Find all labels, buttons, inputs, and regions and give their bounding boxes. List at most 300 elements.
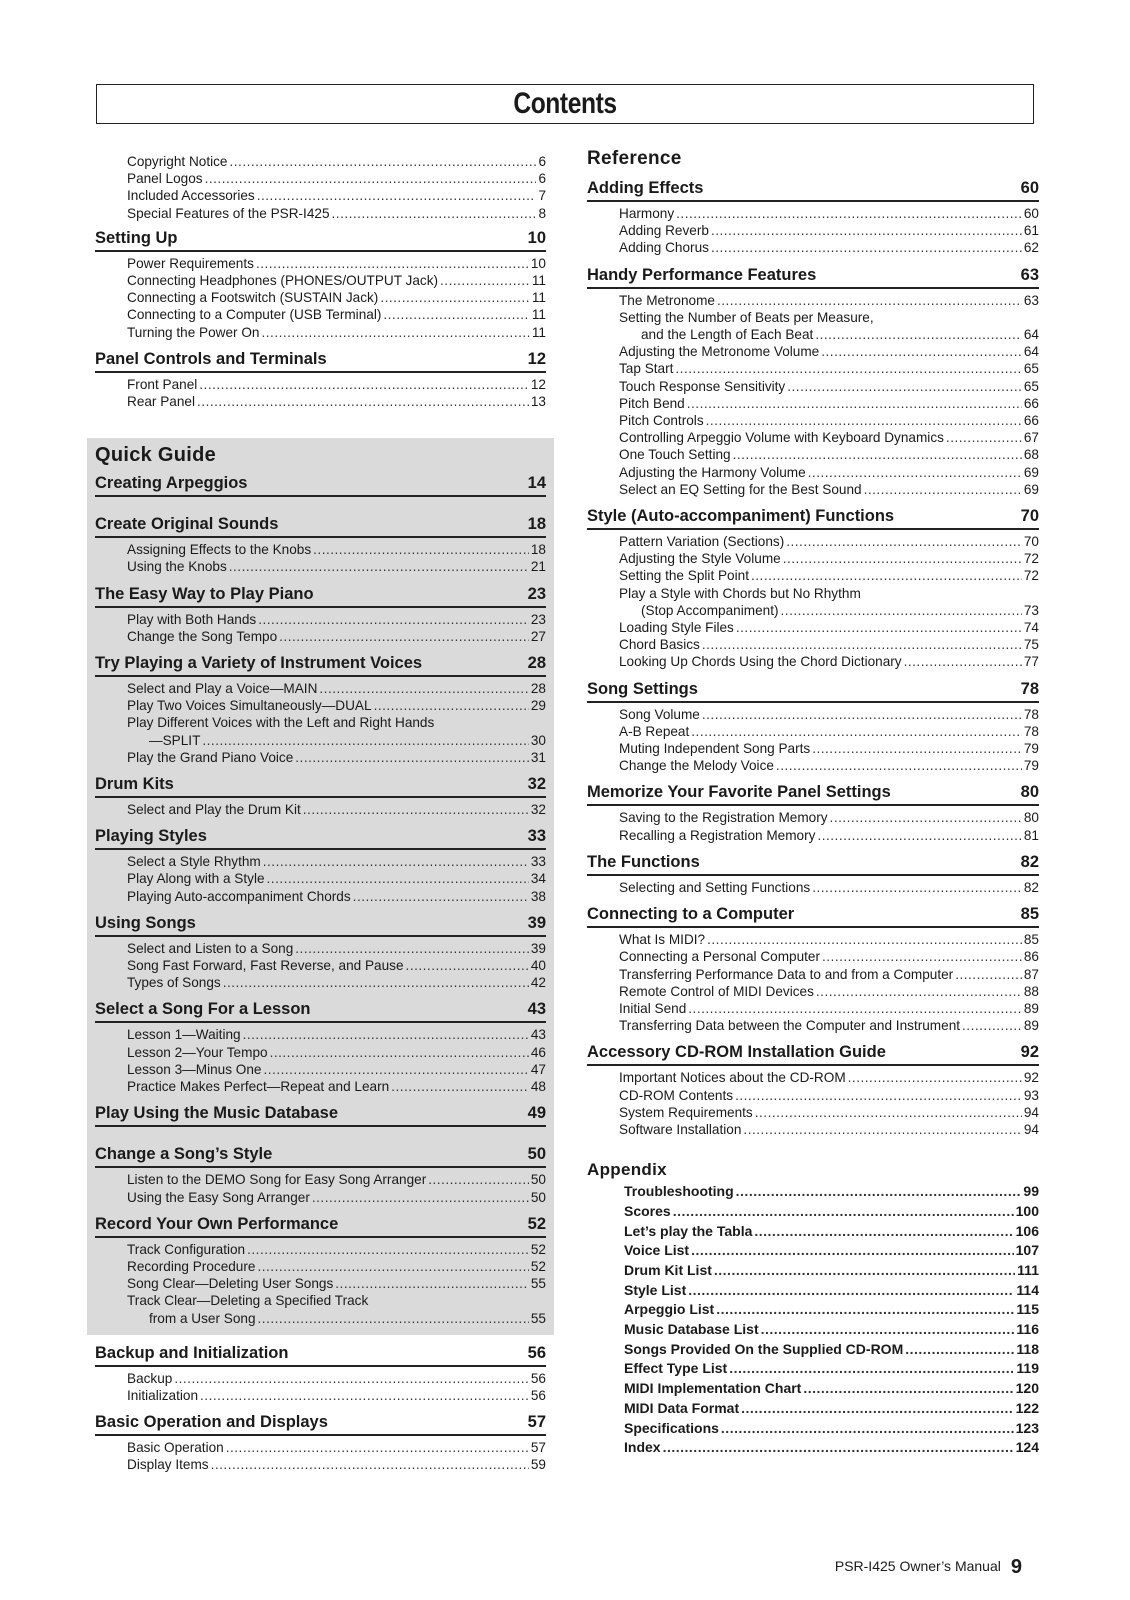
toc-entry-label: Basic Operation (127, 1440, 224, 1456)
toc-entry-label: Song Clear—Deleting User Songs (127, 1276, 334, 1292)
leader-dots (716, 1300, 1014, 1320)
toc-entry[interactable] (619, 239, 1039, 256)
toc-entry[interactable] (619, 653, 1039, 670)
toc-entry[interactable] (624, 1379, 1039, 1399)
leader-dots (735, 1087, 1022, 1104)
section-heading[interactable] (95, 228, 546, 252)
page-footer (835, 1556, 1022, 1579)
leader-dots (736, 619, 1022, 636)
toc-entry-page: 94 (1023, 1121, 1039, 1137)
section-heading[interactable] (587, 904, 1039, 928)
section-items (95, 1168, 546, 1207)
toc-entry[interactable] (127, 940, 546, 957)
toc-entry[interactable] (619, 809, 1039, 826)
section-heading[interactable] (587, 852, 1039, 876)
toc-entry[interactable] (624, 1300, 1039, 1320)
toc-entry[interactable] (127, 1189, 546, 1206)
section-heading[interactable] (95, 349, 546, 373)
toc-entry[interactable] (619, 464, 1039, 481)
toc-entry[interactable] (619, 446, 1039, 463)
toc-entry[interactable] (624, 1222, 1039, 1242)
toc-entry[interactable] (127, 1387, 546, 1404)
toc-entry[interactable] (624, 1182, 1039, 1202)
section-items (587, 876, 1039, 898)
section-title: The Functions (587, 852, 700, 871)
section-title: Create Original Sounds (95, 515, 279, 534)
section-page: 57 (527, 1413, 546, 1432)
toc-entry[interactable] (127, 1275, 546, 1292)
toc-section (587, 506, 1039, 673)
section-items (95, 1127, 546, 1138)
toc-entry-label: Scores (624, 1202, 671, 1219)
section-page: 80 (1020, 783, 1039, 802)
toc-entry-label: Important Notices about the CD-ROM (619, 1070, 846, 1086)
toc-entry-page: 8 (538, 205, 546, 221)
toc-entry-label: Playing Auto-accompaniment Chords (127, 888, 351, 904)
section-page: 32 (527, 775, 546, 794)
leader-dots (383, 306, 530, 323)
toc-entry-label: Select and Play the Drum Kit (127, 802, 301, 818)
toc-entry[interactable] (619, 412, 1039, 429)
toc-entry-page: 73 (1023, 602, 1039, 618)
toc-entry-label: Connecting Headphones (PHONES/OUTPUT Jack) (127, 273, 439, 289)
leader-dots (786, 533, 1022, 550)
toc-entry[interactable] (619, 309, 1039, 326)
leader-dots (946, 429, 1022, 446)
toc-entry-page: 119 (1016, 1360, 1039, 1377)
toc-entry[interactable] (127, 1292, 546, 1309)
section-page: 78 (1020, 679, 1039, 698)
toc-entry[interactable] (127, 376, 546, 393)
toc-section (587, 178, 1039, 259)
toc-entry-page: 72 (1023, 551, 1039, 567)
toc-entry[interactable] (619, 740, 1039, 757)
toc-entry-label: Listen to the DEMO Song for Easy Song Arranger (127, 1172, 427, 1188)
toc-entry-page: 21 (530, 559, 546, 575)
leader-dots (691, 1241, 1014, 1261)
leader-dots (374, 697, 529, 714)
toc-entry-label: Types of Songs (127, 975, 221, 991)
section-heading[interactable] (95, 1103, 546, 1127)
toc-entry[interactable] (624, 1281, 1039, 1301)
toc-entry[interactable] (619, 222, 1039, 239)
toc-entry-label: Touch Response Sensitivity (619, 378, 786, 394)
toc-entry[interactable] (127, 1258, 546, 1275)
section-title: Setting Up (95, 228, 178, 247)
section-page: 92 (1020, 1043, 1039, 1062)
leader-dots (721, 1419, 1014, 1439)
toc-entry-label: Song Fast Forward, Fast Reverse, and Pause (127, 958, 404, 974)
toc-entry[interactable] (127, 558, 546, 575)
section-items (587, 530, 1039, 673)
toc-entry-page: 79 (1023, 741, 1039, 757)
leader-dots (955, 966, 1022, 983)
toc-entry-label: Using the Knobs (127, 559, 227, 575)
toc-section (587, 1042, 1039, 1140)
toc-section (95, 1144, 546, 1207)
leader-dots (406, 957, 529, 974)
toc-entry[interactable] (619, 343, 1039, 360)
toc-entry[interactable] (624, 1340, 1039, 1360)
toc-entry[interactable] (127, 697, 546, 714)
section-items (95, 1023, 546, 1097)
section-heading[interactable] (95, 584, 546, 608)
toc-entry[interactable] (624, 1320, 1039, 1340)
toc-entry-page: 88 (1023, 983, 1039, 999)
toc-entry[interactable] (127, 306, 546, 323)
toc-entry[interactable] (619, 636, 1039, 653)
toc-entry[interactable] (127, 714, 546, 731)
toc-entry[interactable] (127, 153, 546, 170)
toc-entry-page: 29 (530, 698, 546, 714)
toc-entry-page: 107 (1015, 1242, 1039, 1259)
section-title: Using Songs (95, 913, 196, 932)
toc-entry-label: Connecting to a Computer (USB Terminal) (127, 307, 382, 323)
toc-entry[interactable] (619, 567, 1039, 584)
toc-entry[interactable] (127, 628, 546, 645)
toc-entry-page: 30 (530, 732, 546, 748)
section-page: 18 (527, 515, 546, 534)
toc-entry-page: 23 (530, 611, 546, 627)
toc-entry-page: 42 (530, 975, 546, 991)
section-heading[interactable] (587, 782, 1039, 806)
toc-entry[interactable] (127, 1241, 546, 1258)
toc-entry-page: 111 (1017, 1261, 1039, 1278)
toc-entry[interactable] (127, 1370, 546, 1387)
section-heading[interactable] (587, 178, 1039, 202)
toc-entry-label: Song Volume (619, 706, 700, 722)
section-items (587, 703, 1039, 777)
leader-dots (808, 464, 1022, 481)
toc-entry[interactable] (619, 723, 1039, 740)
toc-entry[interactable] (624, 1438, 1039, 1458)
toc-entry-label: Recalling a Registration Memory (619, 827, 816, 843)
leader-dots (761, 1320, 1015, 1340)
toc-entry-label: One Touch Setting (619, 447, 731, 463)
toc-entry[interactable] (127, 187, 546, 204)
toc-entry-label: Lesson 2—Your Tempo (127, 1044, 268, 1060)
toc-entry[interactable] (127, 324, 546, 341)
toc-entry[interactable] (619, 757, 1039, 774)
toc-entry[interactable] (619, 931, 1039, 948)
toc-entry[interactable] (624, 1359, 1039, 1379)
section-page: 60 (1020, 179, 1039, 197)
toc-entry-page: 82 (1023, 879, 1039, 895)
leader-dots (675, 360, 1021, 377)
toc-entry-page: 47 (530, 1061, 546, 1077)
toc-entry-page: 64 (1023, 327, 1039, 343)
toc-entry-page: 38 (530, 888, 546, 904)
leader-dots (261, 324, 529, 341)
section-title: Change a Song’s Style (95, 1145, 273, 1164)
toc-entry[interactable] (127, 205, 546, 222)
toc-section (95, 913, 546, 994)
toc-entry[interactable] (619, 550, 1039, 567)
toc-entry[interactable] (127, 611, 546, 628)
leader-dots (223, 974, 529, 991)
toc-entry[interactable] (127, 1061, 546, 1078)
toc-entry-label: Connecting a Personal Computer (619, 949, 820, 965)
section-heading[interactable] (95, 913, 546, 937)
section-heading[interactable] (587, 1042, 1039, 1066)
leader-dots (267, 870, 529, 887)
leader-dots (295, 940, 529, 957)
setup-sections (87, 228, 554, 412)
toc-entry[interactable] (619, 481, 1039, 498)
toc-entry[interactable] (127, 1078, 546, 1095)
section-title: Accessory CD-ROM Installation Guide (587, 1043, 886, 1062)
toc-entry-label: Pitch Bend (619, 395, 685, 411)
toc-entry-label: Play Two Voices Simultaneously—DUAL (127, 698, 372, 714)
leader-dots (257, 187, 537, 204)
toc-entry-page: 52 (530, 1258, 546, 1274)
leader-dots (200, 1387, 529, 1404)
section-items (587, 1066, 1039, 1140)
toc-entry[interactable] (127, 1439, 546, 1456)
leader-dots (335, 1275, 529, 1292)
section-heading[interactable] (587, 679, 1039, 703)
toc-entry[interactable] (619, 1104, 1039, 1121)
section-title: Play Using the Music Database (95, 1104, 338, 1123)
toc-entry-label: Arpeggio List (624, 1301, 715, 1318)
section-heading[interactable] (587, 506, 1039, 530)
section-items (95, 1436, 546, 1475)
toc-entry[interactable] (624, 1202, 1039, 1222)
section-items (95, 850, 546, 907)
toc-entry-page: 52 (530, 1241, 546, 1257)
leader-dots (174, 1370, 529, 1387)
toc-entry-page: 55 (530, 1310, 546, 1326)
toc-entry-label: Pattern Variation (Sections) (619, 534, 785, 550)
toc-entry[interactable] (619, 706, 1039, 723)
section-title: Playing Styles (95, 827, 207, 846)
section-items (95, 937, 546, 994)
toc-entry[interactable] (619, 966, 1039, 983)
section-heading[interactable] (587, 265, 1039, 289)
toc-entry-label: Select and Listen to a Song (127, 940, 294, 956)
toc-entry-continued[interactable] (619, 326, 1039, 343)
toc-entry-label: Play the Grand Piano Voice (127, 749, 294, 765)
toc-entry[interactable] (619, 292, 1039, 309)
toc-entry[interactable] (624, 1261, 1039, 1281)
toc-entry[interactable] (619, 533, 1039, 550)
toc-entry-page: 67 (1023, 430, 1039, 446)
toc-entry-label: Select and Play a Voice—MAIN (127, 681, 318, 697)
leader-dots (256, 255, 529, 272)
toc-entry-label: Play Along with a Style (127, 871, 265, 887)
section-heading[interactable] (95, 514, 546, 538)
toc-entry-page: 99 (1023, 1183, 1039, 1200)
toc-entry[interactable] (127, 1044, 546, 1061)
leader-dots (815, 326, 1022, 343)
toc-entry[interactable] (127, 974, 546, 991)
toc-entry[interactable] (619, 879, 1039, 896)
leader-dots (816, 983, 1022, 1000)
toc-entry-page: 56 (530, 1387, 546, 1403)
toc-entry-label: Front Panel (127, 376, 198, 392)
toc-entry[interactable] (127, 749, 546, 766)
toc-entry[interactable] (619, 948, 1039, 965)
toc-entry[interactable] (619, 378, 1039, 395)
toc-entry[interactable] (127, 870, 546, 887)
toc-entry[interactable] (127, 393, 546, 410)
toc-entry[interactable] (624, 1241, 1039, 1261)
leader-dots (197, 393, 529, 410)
leader-dots (787, 378, 1022, 395)
section-items (95, 1238, 546, 1329)
section-page: 56 (527, 1343, 546, 1362)
leader-dots (199, 376, 529, 393)
toc-entry[interactable] (619, 1017, 1039, 1034)
toc-entry[interactable] (127, 801, 546, 818)
toc-entry-page: 12 (530, 376, 546, 392)
toc-entry-label: Remote Control of MIDI Devices (619, 983, 814, 999)
toc-entry[interactable] (127, 289, 546, 306)
toc-entry-page: 64 (1023, 344, 1039, 360)
leader-dots (754, 1222, 1013, 1242)
leader-dots (332, 205, 537, 222)
toc-entry[interactable] (619, 585, 1039, 602)
toc-entry[interactable] (624, 1399, 1039, 1419)
toc-entry-label: Practice Makes Perfect—Repeat and Learn (127, 1079, 390, 1095)
toc-entry-page: 32 (530, 802, 546, 818)
section-heading[interactable] (95, 999, 546, 1023)
toc-section (95, 514, 546, 577)
section-title: Select a Song For a Lesson (95, 1000, 311, 1019)
leader-dots (717, 292, 1022, 309)
toc-entry[interactable] (619, 1121, 1039, 1138)
toc-section (95, 1214, 546, 1329)
toc-entry[interactable] (127, 541, 546, 558)
leader-dots (830, 809, 1022, 826)
section-heading[interactable] (95, 1412, 546, 1436)
toc-entry-page: 123 (1015, 1419, 1039, 1436)
toc-entry-page: 61 (1023, 223, 1039, 239)
toc-entry-page: 93 (1023, 1087, 1039, 1103)
toc-entry-page: 69 (1023, 464, 1039, 480)
section-title: Basic Operation and Displays (95, 1413, 328, 1432)
leader-dots (258, 611, 529, 628)
toc-entry[interactable] (619, 1069, 1039, 1086)
section-heading[interactable] (95, 1144, 546, 1168)
leader-dots (688, 1000, 1022, 1017)
toc-entry-page: 66 (1023, 413, 1039, 429)
section-heading[interactable] (95, 473, 546, 497)
toc-entry-label: A-B Repeat (619, 723, 690, 739)
section-page: 39 (527, 913, 546, 932)
toc-entry-page: 13 (530, 394, 546, 410)
left-column (87, 150, 554, 1476)
toc-entry-label: Controlling Arpeggio Volume with Keyboard Dynamics (619, 430, 944, 446)
toc-entry[interactable] (127, 957, 546, 974)
section-items (95, 497, 546, 508)
toc-section (95, 774, 546, 820)
toc-entry-page: 46 (530, 1044, 546, 1060)
section-page: 14 (527, 474, 546, 493)
toc-entry-label: Play Different Voices with the Left and Right Hands (127, 715, 435, 731)
toc-entry-label: Music Database List (624, 1321, 759, 1338)
toc-entry-page: 11 (531, 273, 546, 289)
section-items (95, 252, 546, 343)
toc-entry[interactable] (619, 983, 1039, 1000)
leader-dots (706, 412, 1022, 429)
toc-entry[interactable] (127, 272, 546, 289)
toc-entry-label: Change the Song Tempo (127, 628, 278, 644)
leader-dots (822, 948, 1022, 965)
leader-dots (263, 853, 529, 870)
toc-entry[interactable] (619, 1087, 1039, 1104)
toc-entry[interactable] (127, 680, 546, 697)
section-heading[interactable] (95, 1214, 546, 1238)
intro-items (95, 150, 546, 228)
toc-entry-label: MIDI Implementation Chart (624, 1380, 802, 1397)
leader-dots (264, 1061, 529, 1078)
section-items (587, 202, 1039, 259)
toc-entry-continued[interactable] (619, 602, 1039, 619)
section-heading[interactable] (95, 774, 546, 798)
toc-entry-continued[interactable] (127, 732, 546, 749)
toc-entry[interactable] (619, 360, 1039, 377)
toc-entry[interactable] (127, 170, 546, 187)
toc-entry-page: 78 (1023, 706, 1039, 722)
toc-entry-label: Backup (127, 1370, 173, 1386)
toc-entry-page: 65 (1023, 378, 1039, 394)
leader-dots (279, 628, 529, 645)
leader-dots (821, 343, 1022, 360)
section-heading[interactable] (95, 826, 546, 850)
toc-entry[interactable] (127, 1026, 546, 1043)
toc-entry-label: Play a Style with Chords but No Rhythm (619, 585, 861, 601)
toc-entry[interactable] (127, 1171, 546, 1188)
toc-entry[interactable] (619, 827, 1039, 844)
toc-entry-continued[interactable] (127, 1310, 546, 1327)
toc-entry-page: 50 (530, 1172, 546, 1188)
toc-entry-label: Index (624, 1439, 661, 1456)
toc-entry-page: 27 (530, 628, 546, 644)
toc-entry[interactable] (619, 205, 1039, 222)
toc-entry-label: Select an EQ Setting for the Best Sound (619, 481, 862, 497)
leader-dots (707, 931, 1022, 948)
toc-entry[interactable] (127, 1456, 546, 1473)
leader-dots (673, 1202, 1014, 1222)
section-page: 23 (527, 584, 546, 603)
toc-entry[interactable] (127, 853, 546, 870)
leader-dots (303, 801, 529, 818)
toc-entry-page: 7 (538, 188, 546, 204)
toc-entry[interactable] (624, 1419, 1039, 1439)
toc-entry[interactable] (619, 619, 1039, 636)
toc-entry[interactable] (127, 888, 546, 905)
leader-dots (848, 1069, 1022, 1086)
toc-entry-page: 62 (1023, 240, 1039, 256)
section-items (95, 608, 546, 647)
leader-dots (864, 481, 1022, 498)
toc-entry-page: 122 (1015, 1399, 1039, 1416)
toc-entry-label: Let’s play the Tabla (624, 1222, 753, 1239)
toc-entry-label: Transferring Data between the Computer and Instrument (619, 1018, 961, 1034)
leader-dots (743, 1121, 1021, 1138)
section-heading[interactable] (95, 653, 546, 677)
toc-entry-label: Included Accessories (127, 188, 255, 204)
toc-entry[interactable] (619, 429, 1039, 446)
toc-entry-page: 69 (1023, 481, 1039, 497)
toc-entry[interactable] (619, 395, 1039, 412)
toc-entry[interactable] (619, 1000, 1039, 1017)
toc-entry[interactable] (127, 255, 546, 272)
toc-entry-label: Turning the Power On (127, 324, 260, 340)
toc-entry-page: 116 (1016, 1321, 1039, 1338)
section-heading[interactable] (95, 1343, 546, 1367)
